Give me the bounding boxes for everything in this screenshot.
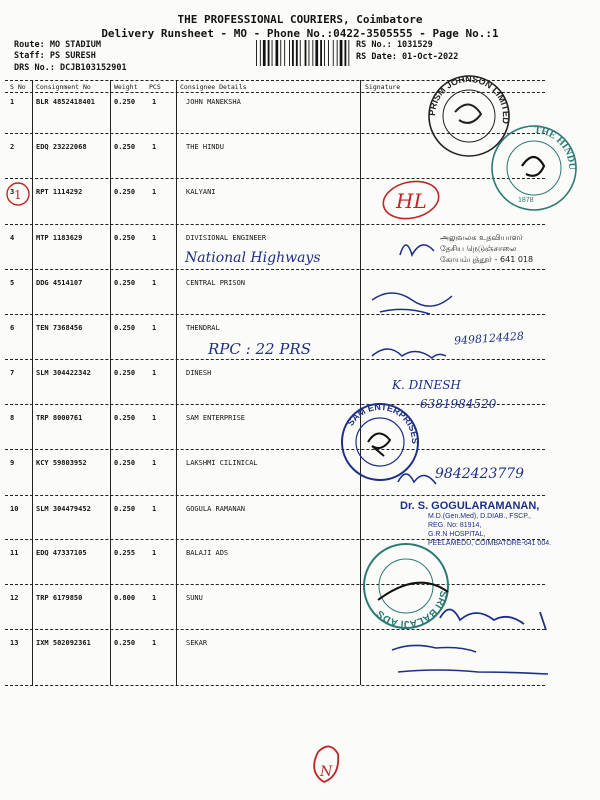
- col-sno: S No: [10, 83, 26, 91]
- company-title: THE PROFESSIONAL COURIERS, Coimbatore: [177, 13, 423, 26]
- row-6-pcs: 1: [152, 324, 157, 332]
- row-5-consignment: DDG 4514107: [36, 279, 83, 287]
- row-10-weight: 0.250: [114, 505, 136, 513]
- sam-stamp-text: SAM ENTERPRISES: [345, 401, 421, 444]
- row-7-weight: 0.250: [114, 369, 136, 377]
- handwritten-phone-row6: 9498124428: [453, 329, 525, 348]
- handwritten-national-highways: National Highways: [185, 250, 321, 266]
- row-7-consignment: SLM 304422342: [36, 369, 91, 377]
- handwritten-name-row7: K. DINESH: [392, 378, 461, 392]
- row-2-weight: 0.250: [114, 143, 136, 151]
- row-13-sno: 13: [10, 639, 19, 647]
- row-5-weight: 0.250: [114, 279, 136, 287]
- row-2-pcs: 1: [152, 143, 157, 151]
- row-11-weight: 0.255: [114, 549, 136, 557]
- row-1-consignee: JOHN MANEKSHA: [186, 98, 241, 106]
- row-1-consignment: BLR 4852418401: [36, 98, 96, 106]
- handwritten-phone-row7: 6381984520: [420, 397, 497, 411]
- row-13-pcs: 1: [152, 639, 157, 647]
- row-5-pcs: 1: [152, 279, 157, 287]
- doctor-registration: REG. No: 81914,: [428, 522, 482, 529]
- row-11-consignment: EDQ 47337105: [36, 549, 87, 557]
- row-11-pcs: 1: [152, 549, 157, 557]
- row-9-weight: 0.250: [114, 459, 136, 467]
- row-1-sno: 1: [10, 98, 15, 106]
- row-7-sno: 7: [10, 369, 15, 377]
- drs-number: DRS No.: DCJB103152901: [14, 63, 127, 73]
- row-12-weight: 0.800: [114, 594, 136, 602]
- row-3-weight: 0.250: [114, 188, 136, 196]
- doctor-address: PEELAMEDU, COIMBATORE-641 004.: [428, 540, 552, 547]
- route-label: Route: MO STADIUM: [14, 40, 101, 50]
- hindu-stamp-text: THE HINDU: [533, 124, 578, 171]
- col-weight: Weight: [114, 83, 138, 91]
- row-11-sno: 11: [10, 549, 19, 557]
- row-9-sno: 9: [10, 459, 15, 467]
- row-3-consignment: RPT 1114292: [36, 188, 83, 196]
- row-6-sno: 6: [10, 324, 15, 332]
- row-2-consignment: EDQ 23222068: [36, 143, 87, 151]
- prism-stamp-text: PRISM JOHNSON LIMITED: [426, 73, 512, 125]
- staff-label: Staff: PS SURESH: [14, 51, 96, 61]
- row-8-weight: 0.250: [114, 414, 136, 422]
- row-8-consignee: SAM ENTERPRISE: [186, 414, 246, 422]
- row-12-consignment: TRP 6179850: [36, 594, 83, 602]
- row-6-consignee: THENDRAL: [186, 324, 220, 332]
- tamil-stamp-line: அலுவலக உதவியாளர்: [440, 233, 524, 242]
- row-1-weight: 0.250: [114, 98, 136, 106]
- rs-number: RS No.: 1031529: [356, 40, 433, 50]
- row-13-weight: 0.250: [114, 639, 136, 647]
- row-13-consignment: IXM 502092361: [36, 639, 91, 647]
- row-12-sno: 12: [10, 594, 19, 602]
- row-7-pcs: 1: [152, 369, 157, 377]
- col-consignee: Consignee Details: [180, 83, 247, 91]
- row-11-consignee: BALAJI ADS: [186, 549, 229, 557]
- balaji-stamp-text: SRI BALAJI ADS: [374, 589, 449, 630]
- row-7-consignee: DINESH: [186, 369, 212, 377]
- row-10-pcs: 1: [152, 505, 157, 513]
- row-3-consignee: KALYANI: [186, 188, 216, 196]
- row-2-consignee: THE HINDU: [186, 143, 224, 151]
- runsheet-title: Delivery Runsheet - MO - Phone No.:0422-3505555 - Page No.:1: [101, 27, 499, 40]
- handwritten-rpc: RPC : 22 PRS: [208, 340, 311, 358]
- col-consignment: Consignment No: [36, 83, 91, 91]
- hl-text: HL: [396, 189, 427, 213]
- row-4-consignment: MTP 1183629: [36, 234, 83, 242]
- tamil-stamp-line: தேசிய நெடுஞ்சாலை: [440, 244, 517, 253]
- row-6-consignment: TEN 7368456: [36, 324, 83, 332]
- row-10-sno: 10: [10, 505, 19, 513]
- row-2-sno: 2: [10, 143, 15, 151]
- bottom-mark-text: N: [320, 764, 333, 780]
- row-4-weight: 0.250: [114, 234, 136, 242]
- col-signature: Signature: [365, 83, 401, 91]
- row-9-pcs: 1: [152, 459, 157, 467]
- hindu-stamp-year: 1878: [518, 197, 534, 204]
- handwritten-phone-row9: 9842423779: [435, 466, 525, 482]
- row-1-pcs: 1: [152, 98, 157, 106]
- row-12-consignee: SUNU: [186, 594, 203, 602]
- tamil-stamp-line: கோயம்புத்தூர் - 641 018: [440, 255, 534, 264]
- doctor-hospital: G.R.N HOSPITAL,: [428, 531, 486, 538]
- row-8-sno: 8: [10, 414, 15, 422]
- row-10-consignment: SLM 304479452: [36, 505, 91, 513]
- row-13-consignee: SEKAR: [186, 639, 208, 647]
- row-6-weight: 0.250: [114, 324, 136, 332]
- row-5-sno: 5: [10, 279, 15, 287]
- doctor-qualification: M.D.(Gen.Med), D.DIAB., FSCP.,: [428, 513, 531, 520]
- col-pcs: PCS: [149, 83, 161, 91]
- doctor-name: Dr. S. GOGULARAMANAN,: [400, 500, 540, 512]
- row-5-consignee: CENTRAL PRISON: [186, 279, 246, 287]
- row-8-consignment: TRP 8000761: [36, 414, 83, 422]
- row-3-pcs: 1: [152, 188, 157, 196]
- row-3-sno: 3: [10, 188, 15, 196]
- row-9-consignee: LAKSHMI CILINICAL: [186, 459, 258, 467]
- row-4-sno: 4: [10, 234, 15, 242]
- rs-date: RS Date: 01-Oct-2022: [356, 52, 459, 62]
- row-4-pcs: 1: [152, 234, 157, 242]
- row-10-consignee: GOGULA RAMANAN: [186, 505, 246, 513]
- circled-number-text: 1: [14, 188, 22, 202]
- row-12-pcs: 1: [152, 594, 157, 602]
- row-8-pcs: 1: [152, 414, 157, 422]
- row-9-consignment: KCY 59803952: [36, 459, 87, 467]
- row-4-consignee: DIVISIONAL ENGINEER: [186, 234, 267, 242]
